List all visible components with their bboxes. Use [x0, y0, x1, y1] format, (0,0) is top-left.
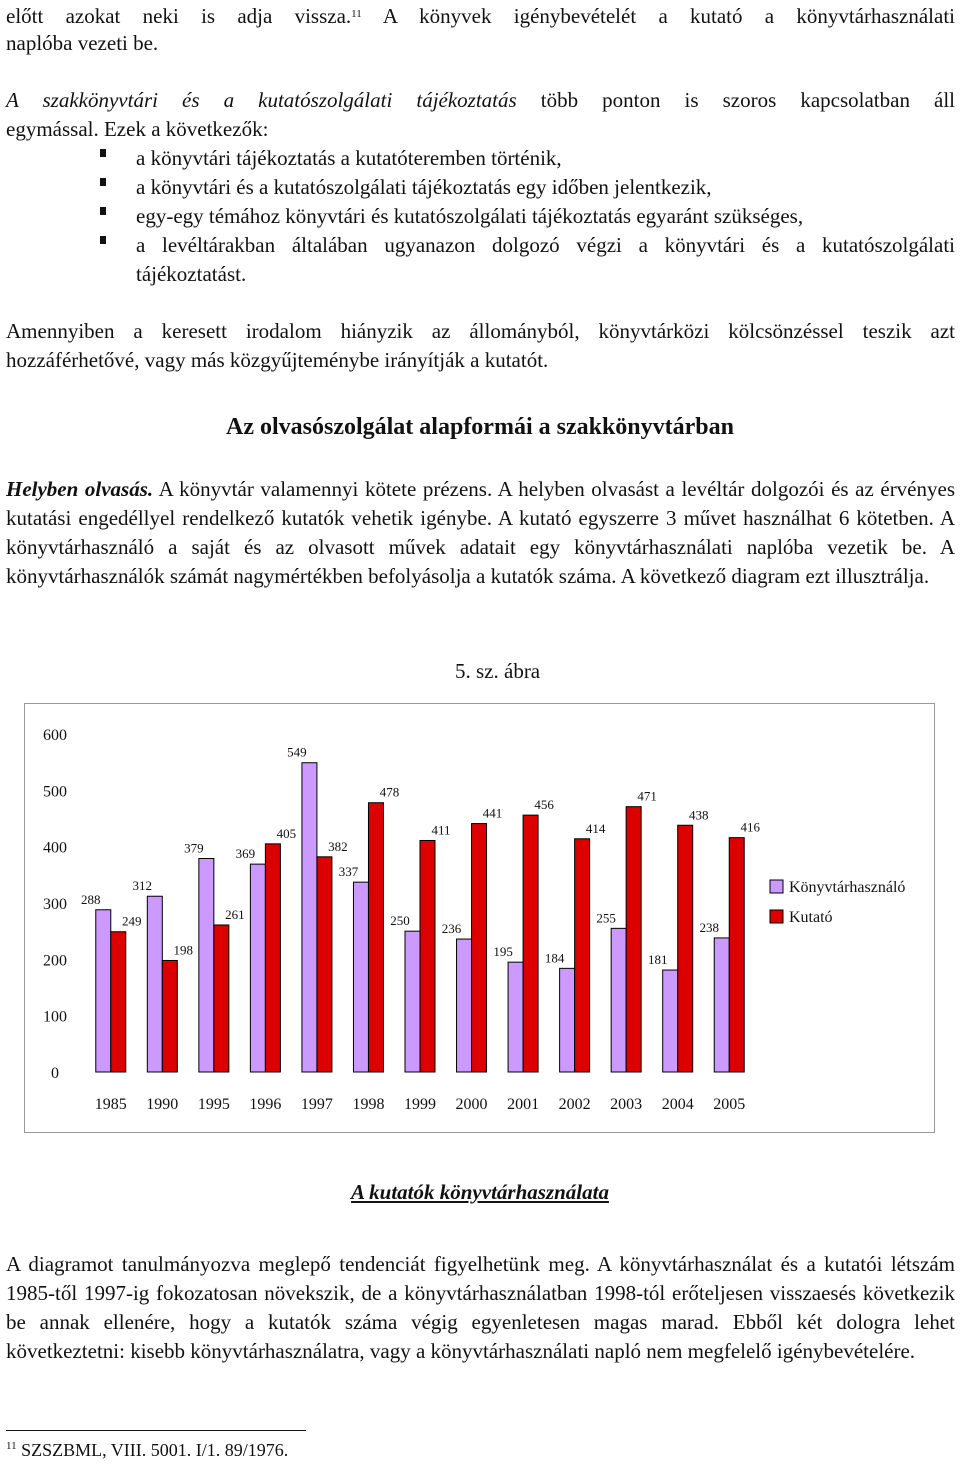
bullet-marker [100, 236, 106, 244]
paragraph-intro-line2: naplóba vezeti be. [6, 31, 159, 55]
y-tick-label: 300 [43, 896, 67, 913]
x-tick-label: 2005 [713, 1096, 746, 1113]
data-label: 416 [740, 819, 760, 835]
x-tick-label: 1998 [352, 1096, 385, 1113]
bar-kutato [265, 844, 280, 1072]
data-label: 414 [585, 820, 606, 836]
x-tick-label: 1985 [94, 1096, 127, 1113]
bar-kutato [214, 925, 229, 1072]
x-tick-label: 2001 [507, 1096, 540, 1113]
data-label: 250 [390, 913, 410, 929]
footnote-text: SZSZBML, VIII. 5001. I/1. 89/1976. [16, 1440, 289, 1460]
data-label: 249 [122, 913, 142, 929]
data-label: 405 [276, 825, 297, 841]
bar-kutato [162, 960, 177, 1072]
data-label: 382 [328, 838, 348, 854]
bar-kutato [575, 839, 590, 1072]
y-tick-label: 400 [43, 839, 67, 857]
bar-konyvtarhasznalo [96, 910, 111, 1072]
bar-konyvtarhasznalo [353, 882, 368, 1072]
relation-italic-term: A szakkönyvtári és a kutatószolgálati tájékoztatás [6, 88, 517, 112]
bar-konyvtarhasznalo [457, 939, 472, 1072]
figure-label: 5. sz. ábra [455, 659, 541, 683]
y-tick-label: 200 [43, 952, 67, 970]
data-label: 456 [534, 797, 554, 813]
bar-kutato [678, 825, 693, 1072]
x-tick-label: 1997 [300, 1096, 333, 1113]
x-tick-label: 2003 [610, 1096, 643, 1113]
x-tick-label: 1996 [249, 1096, 282, 1113]
bar-kutato [317, 857, 332, 1072]
data-label: 369 [235, 846, 256, 862]
data-label: 471 [637, 788, 657, 804]
data-label: 261 [225, 906, 245, 922]
bar-konyvtarhasznalo [508, 962, 523, 1072]
legend-swatch [770, 910, 783, 923]
data-label: 236 [441, 921, 462, 937]
y-tick-label: 100 [43, 1008, 67, 1026]
paragraph-intro-continued [6, 0, 955, 31]
paragraph-reading-room [6, 475, 955, 591]
bullet-marker [100, 178, 106, 186]
bar-chart [24, 703, 935, 1133]
chart-caption: A kutatók könyvtárhasználata [351, 1180, 609, 1204]
bullet-marker [100, 207, 106, 215]
data-label: 411 [431, 822, 451, 838]
bar-kutato [111, 932, 126, 1072]
data-label: 337 [338, 864, 359, 880]
data-label: 312 [132, 878, 153, 894]
footnote [6, 1440, 288, 1461]
bar-kutato [626, 807, 641, 1072]
bar-kutato [729, 838, 744, 1072]
data-label: 438 [688, 807, 709, 823]
relation-line1-rest: több ponton is szoros kapcsolatban áll [516, 88, 955, 112]
intro-line1-end: A könyvek igénybevételét a kutató a könyvtárhasználati [361, 4, 955, 28]
bar-kutato [368, 803, 383, 1072]
bar-kutato [420, 840, 435, 1072]
footnote-rule [6, 1430, 306, 1431]
bullet-item: a levéltárakban általában ugyanazon dolgozó végzi a könyvtári és a kutatószolgálati tájékoztatást. [136, 233, 955, 286]
bar-konyvtarhasznalo [302, 763, 317, 1072]
data-label: 198 [173, 942, 194, 958]
paragraph-interlibrary-loan: Amennyiben a keresett irodalom hiányzik az állományból, könyvtárközi kölcsönzéssel teszik azt hozzáférhetővé, vagy más közgyűjteménybe irányítják a kutatót. [6, 319, 955, 372]
data-label: 441 [482, 805, 503, 821]
bullet-item: egy-egy témához könyvtári és kutatószolgálati tájékoztatás egyaránt szükséges, [136, 204, 804, 228]
reading-room-lead: Helyben olvasás. [6, 477, 154, 501]
bar-konyvtarhasznalo [611, 928, 626, 1072]
chart-svg [25, 704, 934, 1132]
x-tick-label: 1999 [404, 1096, 436, 1113]
bar-konyvtarhasznalo [560, 968, 575, 1072]
bar-konyvtarhasznalo [147, 896, 162, 1072]
intro-line1-start: előtt azokat neki is adja vissza. [6, 4, 352, 28]
reading-room-text: A könyvtár valamennyi kötete prézens. A helyben olvasást a levéltár dolgozói és az érvényes kutatási engedéllyel rendelkező kutatók vehetik igénybe. A kutató egyszerre 3 művet használhat 6 kötetben. A könyvtárhasználó a saját és az olvasott művek adatait egy könyvtárhasználati naplóba vezetik be. A könyvtárhasználók számát nagymértékben befolyásolja a kutatók száma. A következő diagram ezt illusztrálja. [6, 477, 956, 588]
data-label: 184 [544, 950, 565, 966]
paragraph-relation-line2: egymással. Ezek a következők: [6, 117, 269, 141]
data-label: 379 [184, 840, 204, 856]
legend-label: Könyvtárhasználó [789, 879, 906, 896]
data-label: 549 [287, 744, 307, 760]
x-tick-label: 2000 [455, 1096, 488, 1113]
bullet-item: a könyvtári tájékoztatás a kutatóteremben történik, [136, 146, 562, 170]
bar-konyvtarhasznalo [663, 970, 678, 1072]
data-label: 255 [596, 910, 616, 926]
y-tick-label: 600 [43, 727, 67, 744]
paragraph-analysis: A diagramot tanulmányozva meglepő tendenciát figyelhetünk meg. A könyvtárhasználat és a kutatói létszám 1985-től 1997-ig fokozatosan növekszik, de a könyvtárhasználatban 1998-tól erőteljesen visszaesés következik be annak ellenére, hogy a kutatók száma végig egyenletesen magas marad. Ebből két dologra lehet következtetni: kisebb könyvtárhasználatra, vagy a könyvtárhasználati napló nem megfelelő igénybevételére. [6, 1252, 955, 1363]
x-tick-label: 1995 [197, 1096, 230, 1113]
y-tick-label: 0 [51, 1065, 59, 1082]
y-tick-label: 500 [43, 783, 67, 801]
data-label: 288 [81, 891, 101, 907]
legend-label: Kutató [789, 909, 833, 926]
bar-konyvtarhasznalo [714, 938, 729, 1072]
section-heading: Az olvasószolgálat alapformái a szakkönyvtárban [225, 414, 734, 440]
bar-konyvtarhasznalo [199, 858, 214, 1072]
x-tick-label: 1990 [146, 1096, 179, 1113]
bar-konyvtarhasznalo [250, 864, 265, 1072]
data-label: 478 [379, 784, 400, 800]
footnote-ref: 11 [351, 8, 362, 20]
bar-kutato [523, 815, 538, 1072]
footnote-number: 11 [6, 1440, 17, 1452]
data-label: 195 [493, 944, 513, 960]
x-tick-label: 2004 [661, 1096, 694, 1113]
bullet-marker [100, 149, 106, 157]
legend-swatch [770, 880, 783, 893]
x-tick-label: 2002 [558, 1096, 591, 1113]
bullet-item: a könyvtári és a kutatószolgálati tájékoztatás egy időben jelentkezik, [136, 175, 712, 199]
paragraph-relation [6, 86, 955, 115]
data-label: 238 [699, 919, 719, 935]
bar-konyvtarhasznalo [405, 931, 420, 1072]
data-label: 181 [647, 952, 668, 968]
bar-kutato [472, 824, 487, 1072]
